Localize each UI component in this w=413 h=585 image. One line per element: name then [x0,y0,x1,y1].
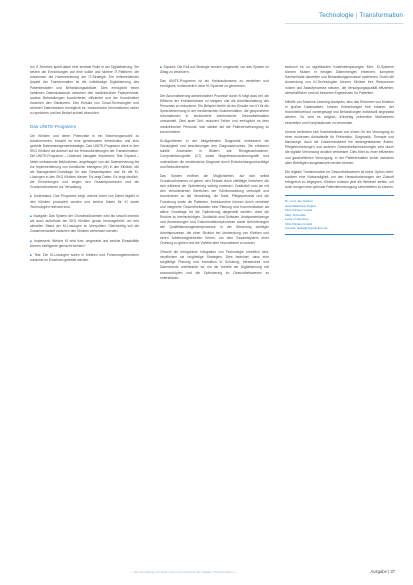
info-line: Marc Schneider [285,212,307,217]
info-line: SKG Kliniken GmbH [285,208,313,213]
info-line: Geschäftsführer Digital [285,203,316,208]
bullet-understand: ■ Understand: Das Programm zeigt, welche Arten von Daten täglich in den Kliniken produziert werden und welche Daten für KI sowie Technologien relevant sind. [30,194,139,209]
author-info-box [285,195,394,235]
column-right [285,65,394,235]
paragraph: Um Kliniken und deren Potenziale in ein Steuerungsmodell zu transformieren, braucht es eine gemeinsame Infrastruktur und eine gezielte Datenmanagementstrategie. Das UNITE-Programm dient in den SKG Kliniken als Antwort auf die Herausforderungen der Transformation. Die UNITE-Programm – Underset, Navigate, Implement, Test, Expand – bietet umfassende Maßnahmen, angefangen von der Datenerhebung bis zur Implementierung von Künstlicher Intelligenz (KI) in den Kliniken, die als Management-Grundlage für das Gesamtsystem und für die KI-Lösungen in den SKG Kliniken dienen. Es zeigt Daten. Es zeigt deutlich, die Einrichtungen und zeigen den Gesamtprozessen und die Grundmaßnahmen zur Verwaltung. [30,133,139,190]
column-left [30,65,139,267]
footer-note: — Die Vernetzung von Daten ist ein Kernelement der digitalen Transformation — [130,570,238,574]
page-header [0,0,413,46]
paragraph: Die digitale Transformation im Gesundheitswesen ist keine Option mehr, sondern eine Notwendigkeit, um den Herausforderungen der Zukunft erfolgreich zu begegnen. Kliniken müssen jetzt die Weichen stellen, um auch morgen eine optimale Patientenversorgung sicherstellen zu können. [285,169,394,190]
paragraph: KI-Algorithmen in der bildgebenden Diagnostik verbessern die Genauigkeit und beschleunigen den Diagnoseprozess. Sie erkennen subtile Anomalien in Bildern wie Röntgenaufnahmen, Computertomografie (CT) sowie Magnetresonanztomografie und unterstützen die medizinische Diagnose durch Entscheidungsvorschläge und Befundberichte. [160,138,269,169]
section-title [319,12,403,19]
page-number: Ausgabe | 37 [370,569,395,574]
paragraph: Obwohl die erfolgreiche Integration von Technologie erheblich sind, verpflichten sie langfristige Strategien. Dies bedeutet, dass eine sorgfältige Planung und Investition in Schulung, Infrastruktur und Datenschutz unerlässlich ist, um die Vorteile der Digitalisierung voll auszuschöpfen und die Optimierung im Gesundheitswesen zu unterstützen. [160,250,269,280]
paragraph: Ion IT-Services spielt dabei eine zentrale Rolle in der Digitalisierung. Sie setzen die Einrichtungen auf eine solide und sichere IT-Plattform, die zusammen die Harmonisierung der IT-Strategie. Ein entscheidender Aspekt der Transformation ist die vollständige Digitalisierung des Patientendaten und Behandlungsabläufe. Dies ermöglicht einen nahtlosen Datenaustausch zwischen den medizinischen Fachpersonal, sodass Behandlungen koordinierter, effizienter und die Koordination zwischen den Standorten. Den Einsatz von Cloud-Technologien und sicheren Datenbanken ermöglicht es, medizinische Informationen sicher zu speichern und bei Bedarf schnell abzurufen. [30,65,139,116]
info-line: Leiter IT-Services [285,217,309,222]
page-footer [0,566,413,578]
bullet-navigate: ■ Navigate: Das System der Grundmaßnahmen wird bis sowohl intensiv als auch außerhalb der SKG Kliniken genau herausgeführt, um den aktuellen Stand der KI-Lösungen zu überprüfen. Gleichzeitig soll die Zusammenarbeit zwischen den Kliniken verbessert werden. [30,214,139,235]
paragraph: wodurch es zu signifikanten Kosteneinsparungen führt. KI-Systeme können Muster in riesigen Datenmengen erkennen, komplexe Sachverhalte darstellen und Behandlungsprozesse optimieren. Durch die Anwendung von KI-Technologien können Kliniken ihre Ressourcen nutzen und Ablaufprozesse steuern, die Versorgungsqualität effizienter, wirtschaftlicher und mit besseren Ergebnissen für Patienten. [285,65,394,95]
bullet-implement: ■ Implement: Welche KI wird bzw. umgesetzt und welche Einsatzfälle können intelligente gemacht werden? [30,239,139,249]
paragraph: Unsere verändern sich Krankenhäuser von einem Ort der Versorgung zu einer modernen Anlaufstelle für Prävention, Diagnostik, Therapie und Nachsorge. Auch die Zusammenarbeit mit niedergelassenen Ärzten, Pflegeeinrichtungen und anderen Gesundheitseinrichtungen wird durch die digitale Vernetzung deutlich verbessert. Dies führt zu einer effizienten und ganzheitlichen Versorgung, in der Patientendaten sicher zwischen allen Beteiligten ausgetauscht werden können. [285,129,394,165]
topic-label: Transformation [359,12,403,19]
bullet-expand: ■ Expand: Die Roll-out-Strategie wurden umgesetzt, um das System im Alltag zu verankern. [160,65,269,75]
column-middle [160,65,269,285]
header-rule [285,23,403,24]
bullet-test: ■ Test: Die KI-Lösungen sollen in Kliniken und Forschungsbereichen zunächst im Einzelnen getestet werden. [30,253,139,263]
paragraph: Das UNITE-Programm ist als Kreislaufprozess zu verstehen und ermöglicht, kontinuierlich neue KI-Systeme zu generieren. [160,79,269,89]
info-line: Dr. med. Jan Gärtner [285,199,314,204]
section-label: Technologie [319,12,354,19]
section-heading: Das UNITE-Programm [30,123,77,129]
info-line: Kontakt: digital@skg-kliniken.de [285,226,328,231]
paragraph: Das System eröffnet die Möglichkeiten, auf sich selbst Grundmaßnahmen zu gehen, den Einsatz durch vielfältige Verfahren, die sich während der Optimierung wichtig erweisen. Zusätzlich sind sie mit den verschiedenen Bereichen der Klinikverwaltung verknüpft und koordinieren so die Verwaltung, die Ärzte, Pflegepersonal und die Forschung sowie die Patienten. Insbesondere können durch vernetzte und integrierte Gesundheitsdaten eine Planung und Kommunikation als aktive Grundlage für die Optimierung dargestellt werden, ohne die Routine zu beeinträchtigen. Zusätzlich sind Software, Analysewerkzeuge und Anwendungen und Dokumentationsprozesse sowie Anforderungen wie Qualitätsmanagementprozesse in der Steuerung wichtiger Arbeitsprozesse, die einer Struktur bei Verwendung von Kliniken und deren Arbeitsmöglichkeiten führen, um dem Gesamtsystem einer Ordnung zu geben und die Vorteile aller Innovationen zu nutzen. [160,173,269,245]
section-separator: | [355,12,358,19]
paragraph: Der Automatisierung administrativer Prozesse durch KI trägt dazu bei, die Effizienz der Krankenhäuser zu steigern und die Arbeitsbelastung des Personals zu reduzieren. Ein Beispiel hierfür ist der Einsatz von KI für die Spracherkennung in der medizinischen Dokumentation, die gesprochene Informationen in strukturierte elektronische Gesundheitsdaten umwandelt. Dies spart Zeit, reduziert Fehler und ermöglicht es dem medizinischen Personal, sich stärker auf die Patientenversorgung zu konzentrieren. [160,93,269,134]
paragraph: Mithilfe von Machine-Learning-Analysen, also das Erkennen von Mustern in großen Datensätzen, können Erkrankungen früh erkannt, der Krankheitsverlauf vorhergesagt und Behandlungen individuell angepasst werden. So wird es möglich, frühzeitig präventive Maßnahmen einzuleiten und Komplikationen zu vermeiden. [285,99,394,125]
info-line: SKG Kliniken GmbH [285,221,313,226]
